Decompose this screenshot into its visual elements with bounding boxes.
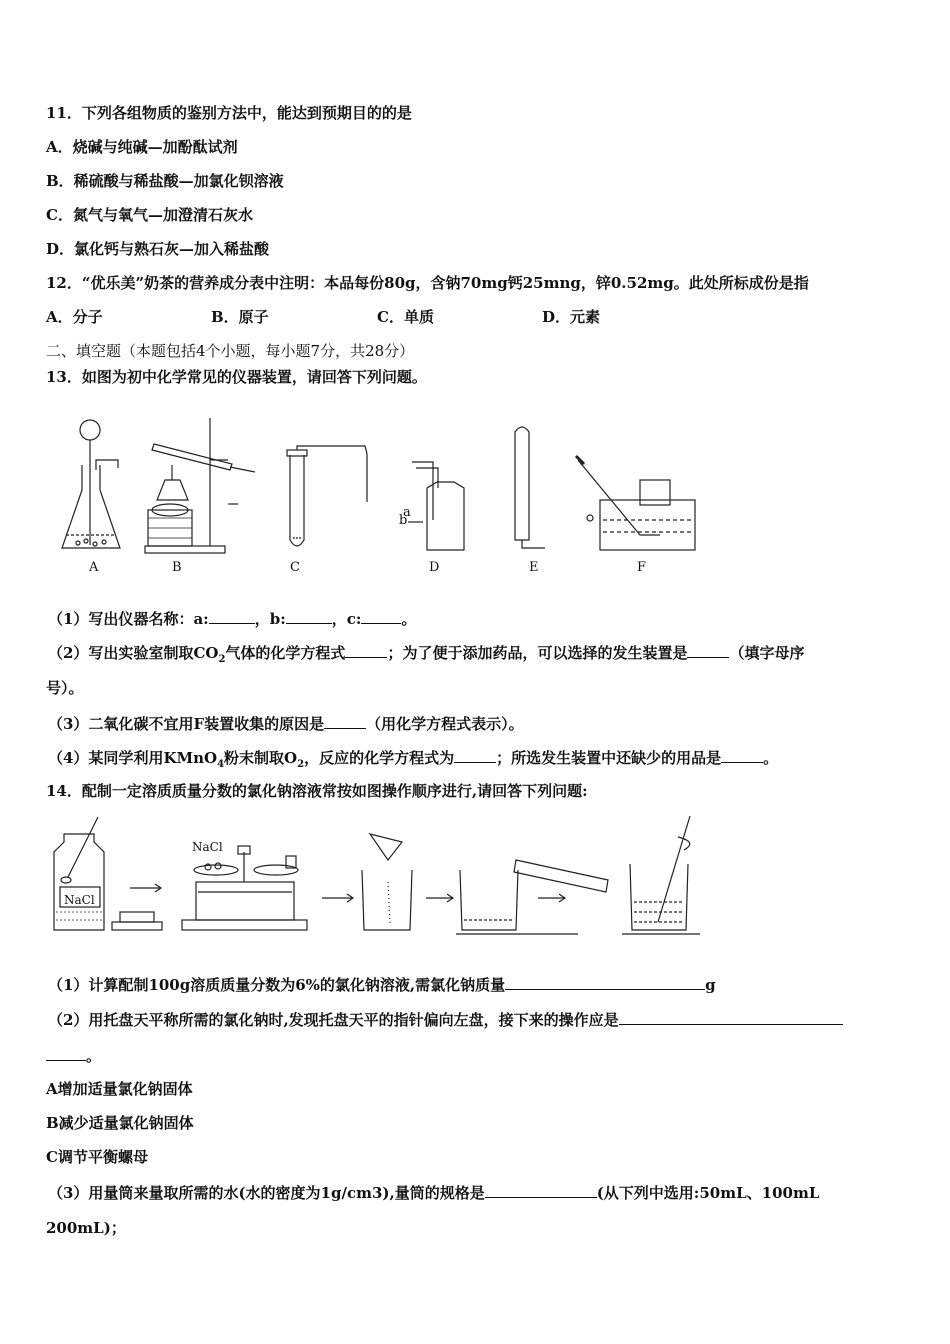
- apparatus-f-trough-icon: [576, 456, 695, 550]
- q14-part2-text: （2）用托盘天平称所需的氯化钠时,发现托盘天平的指针偏向左盘，接下来的操作应是: [48, 1011, 619, 1029]
- q13-part4-mid3: ；所选发生装置中还缺少的用品是: [496, 749, 722, 767]
- q13-blank-b[interactable]: [286, 608, 332, 624]
- q14-part2-end: 。: [86, 1047, 102, 1065]
- q13-label-c: C: [290, 560, 300, 575]
- q13-part4-end: 。: [763, 749, 779, 767]
- q13-part2-tail: （填字母序: [729, 644, 805, 662]
- q13-part1: [48, 608, 416, 629]
- q14-part3-text: （3）用量筒来量取所需的水(水的密度为1g/cm3),量筒的规格是: [48, 1184, 485, 1202]
- arrow-icon-1: [130, 884, 161, 892]
- q13-blank-missing-item[interactable]: [721, 747, 763, 763]
- q13-blank-device[interactable]: [687, 642, 729, 658]
- q13-blank-c[interactable]: [361, 608, 401, 624]
- arrow-icon-4: [538, 894, 565, 902]
- q12-option-c: C．单质: [377, 308, 434, 326]
- q14-part3-tail: (从下列中选用:50mL、100mL: [596, 1184, 820, 1202]
- q13-label-a: A: [89, 560, 99, 575]
- q12-option-a: A．分子: [46, 308, 103, 326]
- q14-part2-line2: [46, 1045, 101, 1066]
- q13-part3-tail: （用化学方程式表示）。: [366, 715, 524, 733]
- q13-stem: 13．如图为初中化学常见的仪器装置，请回答下列问题。: [46, 368, 427, 386]
- section-2-header: 二、填空题（本题包括4个小题，每小题7分，共28分）: [46, 342, 415, 360]
- q13-blank-equation[interactable]: [345, 642, 387, 658]
- q13-blank-kmno4-equation[interactable]: [454, 747, 496, 763]
- q12-option-b: B．原子: [211, 308, 269, 326]
- q13-part2: [48, 642, 804, 670]
- q11-stem: 11．下列各组物质的鉴别方法中，能达到预期目的的是: [46, 104, 412, 122]
- tray-balance-icon: [182, 846, 307, 930]
- q14-option-c: C调节平衡螺母: [46, 1148, 148, 1166]
- q14-blank-operation-cont[interactable]: [46, 1045, 86, 1061]
- q13-apparatus-figure: [50, 410, 710, 560]
- q13-part1-c: ，c:: [331, 610, 362, 628]
- q14-option-a: A增加适量氯化钠固体: [46, 1080, 193, 1098]
- q13-part4-sub2: 2: [297, 759, 305, 770]
- apparatus-b-stand-icon: [145, 418, 255, 553]
- apparatus-e-tube-icon: [515, 427, 545, 548]
- q13-part1-b: ，b:: [254, 610, 286, 628]
- arrow-icon-3: [426, 894, 453, 902]
- beaker-pouring-solid-icon: [362, 834, 412, 930]
- q14-option-b: B减少适量氯化钠固体: [46, 1114, 194, 1132]
- q14-bottle-label: NaCl: [64, 893, 95, 907]
- q13-part2-line2: 号）。: [46, 679, 84, 697]
- arrow-icon-2: [322, 894, 353, 902]
- apparatus-d-gas-bottle-icon: [408, 462, 464, 550]
- q13-label-f: F: [637, 560, 647, 575]
- apparatus-c-test-tube-icon: [287, 446, 367, 546]
- q13-part1-text: （1）写出仪器名称：a:: [48, 610, 209, 628]
- q13-blank-reason[interactable]: [324, 713, 366, 729]
- beaker-pouring-water-icon: [456, 860, 608, 934]
- q12-stem: 12．“优乐美”奶茶的营养成分表中注明：本品每份80g，含钠70mg钙25mng，锌0.52mg。此处所标成份是指: [46, 274, 809, 292]
- q14-part1-unit: g: [705, 976, 716, 994]
- q13-part1-end: 。: [401, 610, 417, 628]
- nacl-reagent-bottle-icon: [54, 817, 162, 930]
- q14-part1: [48, 974, 716, 995]
- q13-part4-text: （4）某同学利用KMnO: [48, 749, 218, 767]
- q14-part3-line2: 200mL)；: [46, 1219, 126, 1237]
- q13-blank-a[interactable]: [209, 608, 255, 624]
- q13-part4-sub1: 4: [217, 759, 225, 770]
- beaker-stirring-icon: [622, 816, 700, 934]
- q13-label-d: D: [429, 560, 440, 575]
- q13-part4-mid2: ，反应的化学方程式为: [304, 749, 455, 767]
- apparatus-a-flask-icon: [62, 420, 120, 548]
- q13-part4-mid: 粉末制取O: [224, 749, 298, 767]
- q13-label-e: E: [529, 560, 539, 575]
- q14-blank-cylinder[interactable]: [485, 1182, 597, 1198]
- q14-stem: 14．配制一定溶质质量分数的氯化钠溶液常按如图操作顺序进行,请回答下列问题:: [46, 782, 588, 800]
- q14-blank-mass[interactable]: [505, 974, 705, 990]
- q11-option-c: C．氮气与氧气—加澄清石灰水: [46, 206, 253, 224]
- q13-pointer-a-label: a: [403, 505, 411, 520]
- q13-part4: [48, 747, 778, 775]
- q13-pointer-b-label: b: [399, 513, 408, 528]
- q13-part2-text: （2）写出实验室制取CO: [48, 644, 219, 662]
- q13-part2-mid: 气体的化学方程式: [225, 644, 346, 662]
- q11-option-d: D．氯化钙与熟石灰—加入稀盐酸: [46, 240, 270, 258]
- q14-procedure-figure: [48, 812, 708, 937]
- q14-part2: [48, 1009, 843, 1030]
- q13-part3: [48, 713, 524, 734]
- q11-option-a: A．烧碱与纯碱—加酚酞试剂: [46, 138, 238, 156]
- q13-part2-sub: 2: [218, 654, 226, 665]
- q12-option-d: D．元素: [542, 308, 601, 326]
- q11-option-b: B．稀硫酸与稀盐酸—加氯化钡溶液: [46, 172, 284, 190]
- q14-blank-operation[interactable]: [619, 1009, 843, 1025]
- q13-part3-text: （3）二氧化碳不宜用F装置收集的原因是: [48, 715, 325, 733]
- q13-part2-mid2: ；为了便于添加药品，可以选择的发生装置是: [387, 644, 688, 662]
- q14-balance-label: NaCl: [192, 840, 223, 854]
- q13-label-b: B: [172, 560, 182, 575]
- q14-part1-text: （1）计算配制100g溶质质量分数为6%的氯化钠溶液,需氯化钠质量: [48, 976, 506, 994]
- q14-part3: [48, 1182, 819, 1203]
